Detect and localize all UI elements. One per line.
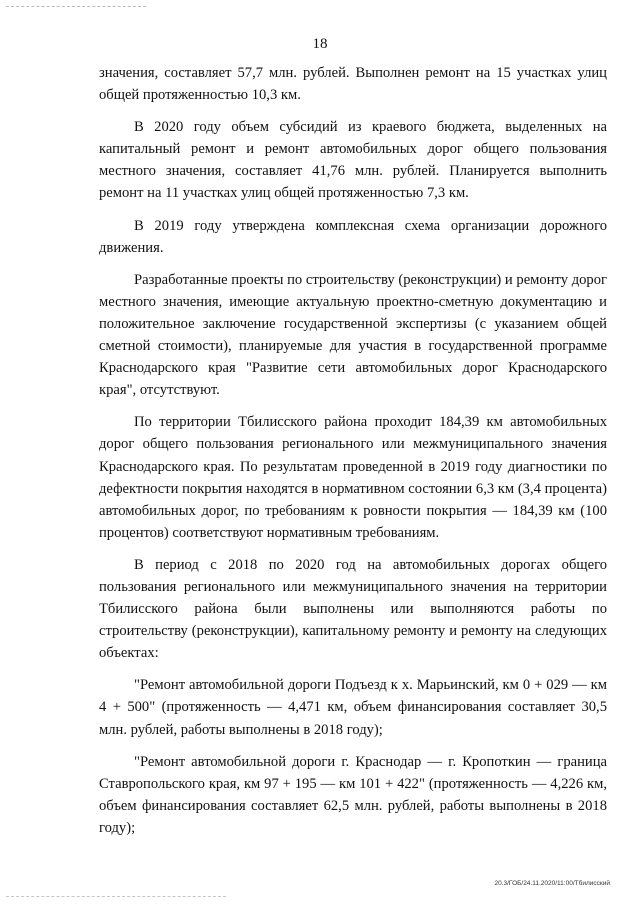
paragraph-works-period: В период с 2018 по 2020 год на автомобильных дорогах общего пользования регионального или межмуниципального значения на территории Тбилисского района были выполнены или выполняются работы по строительству (реконструкции), капитальному ремонту и ремонту на следующих объектах: [99,556,607,662]
scan-artifact-bottom [6,896,226,897]
scan-artifact-top [6,6,146,7]
paragraph-projects: Разработанные проекты по строительству (реконструкции) и ремонту дорог местного значения, имеющие актуальную проектно-сметную документацию и положительное заключение государственной экспертизы (с указанием общей сметной стоимости), планируемые для участия в государственной программе Краснодарского края "Развитие сети автомобильных дорог Краснодарского края", отсутствуют. [99,271,607,399]
paragraph-object-marinsky: "Ремонт автомобильной дороги Подъезд к х. Марьинский, км 0 + 029 — км 4 + 500" (протяженность — 4,471 км, объем финансирования составляет 30,5 млн. рублей, работы выполнены в 2018 году); [99,677,607,738]
document-body [99,62,607,839]
footer-document-code: 20.3/ГОБ/24.11.2020/11:00/Тбилисский [494,880,610,887]
page-number: 18 [312,36,328,52]
paragraph-object-krasnodar: "Ремонт автомобильной дороги г. Краснодар — г. Кропоткин — граница Ставропольского края, км 97 + 195 — км 101 + 422" (протяженность — 4,226 км, объем финансирования составляет 62,5 млн. рублей, работы выполнены в 2018 году); [99,753,607,836]
paragraph-traffic-scheme: В 2019 году утверждена комплексная схема организации дорожного движения. [99,217,607,256]
paragraph-continuation: значения, составляет 57,7 млн. рублей. Выполнен ремонт на 15 участках улиц общей протяженностью 10,3 км. [99,65,607,104]
paragraph-regional-roads: По территории Тбилисского района проходит 184,39 км автомобильных дорог общего пользования регионального или межмуниципального значения Краснодарского края. По результатам проведенной в 2019 году диагностики по дефектности покрытия находятся в нормативном состоянии 6,3 км (3,4 процента) автомобильных дорог, по требованиям к ровности покрытия — 184,39 км (100 процентов) соответствуют нормативным требованиям. [99,414,607,541]
paragraph-subsidies-2020: В 2020 году объем субсидий из краевого бюджета, выделенных на капитальный ремонт и ремонт автомобильных дорог общего пользования местного значения, составляет 41,76 млн. рублей. Планируется выполнить ремонт на 11 участках улиц общей протяженностью 7,3 км. [99,119,607,202]
